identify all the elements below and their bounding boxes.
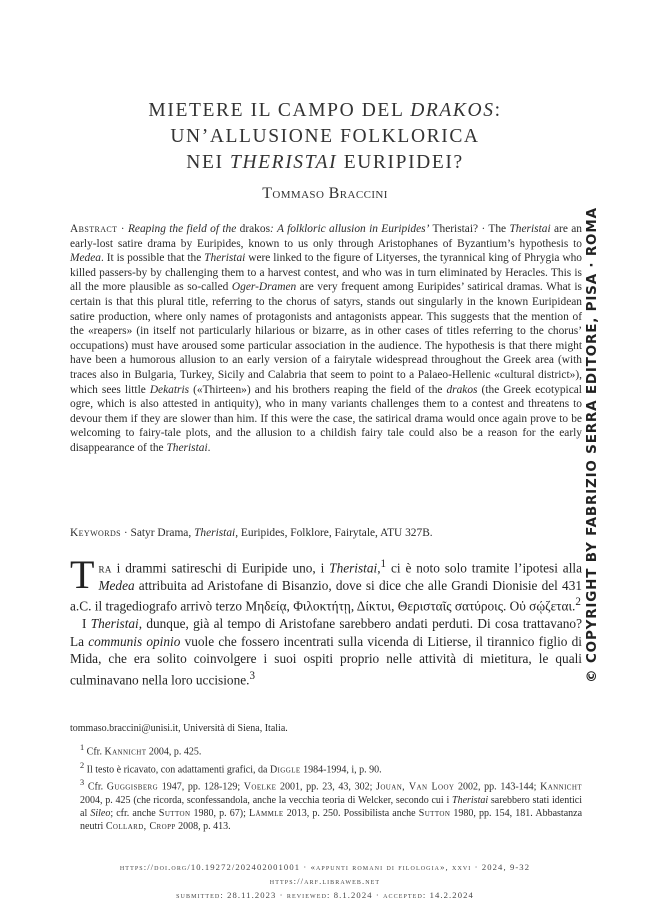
page-footer [0,860,650,902]
author-affiliation: tommaso.braccini@unisi.it, Università di Siena, Italia. [70,723,288,734]
footnote-ref-3[interactable]: 3 [249,669,255,682]
author-name: Tommaso Braccini [262,185,388,202]
journal-url[interactable]: https://arf.libraweb.net [269,876,381,886]
footnote-1: $^1$ Cfr. Kannicht 2004, p. 425. [80,743,202,758]
title-line-2: UN’ALLUSIONE FOLKLORICA [170,126,480,147]
paragraph-2: I Theristai, dunque, già al tempo di Aristofane sarebbero andati perduti. Di cosa trattavano? La communis opinio vuole che fossero incentrati sulla vicenda di Litierse, il tirannico figlio di Mida, che era solito coinvolgere i suoi ospiti proprio nelle attività di mietitura, le quali culminavano nella loro uccisione.$^3$ [70,616,582,688]
submission-dates: submitted: 28.11.2023 · reviewed: 8.1.2024 · accepted: 14.2.2024 [176,890,474,900]
copyright-notice [565,205,619,685]
paragraph-1: Tra i drammi satireschi di Euripide uno, i Theristai,$^1$ ci è noto solo tramite l’ipotesi alla Medea attribuita ad Aristofane di Bisanzio, dove si dice che alle Grandi Dionisie del 431 a.C. il tragediografo arrivò terzo Μηδείᾳ, Φιλοκτήτῃ, Δίκτυι, Θερισταῖς σατύροις. Οὐ σῴζεται.$^2$ [70,552,582,614]
drop-cap: T [70,552,95,597]
abstract: Abstract · Reaping the field of the drakos: A folkloric allusion in Euripides’ Theristai? · The Theristai are an early-lost satire drama by Euripides, known to us only through Aristophanes of Byzantium’s hypothesis to Medea. It is possible that the Theristai were linked to the figure of Lityerses, the tyrannical king of Phrygia who killed passers-by by challenging them to a harvest contest, and who was in turn eliminated by Heracles. This is all the more plausible as so-called Oger-Dramen are very frequent among Euripides’ satirical dramas. What is certain is that this plural title, referring to the chorus of satyrs, stands out singularly in the known Euripidean satire production, where only names of protagonists and antagonists appear. This suggests that the mention of the «reapers» (in itself not particularly hilarious or bizarre, as in other cases of titles referring to the chorus’ occupations) must have aroused some particular association in the audience. The hypothesis is that there might have been a humorous allusion to an early version of a fairytale widespread throughout the Greek area (with traces also in Bulgaria, Turkey, Sicily and Calabria that seem to point to a Palaeo-Hellenic «cultural district»), which sees little Dekatris («Thirteen») and his brothers reaping the field of the drakos (the Greek ecotypical ogre, which is also attested in antiquity), who in many variants challenges them to a contest and threatens to devour them if they are slower than him. If this were the case, the satirical drama would once again prove to be welcoming to fairy-tale plots, and the allusion to a childish fairy tale could also be a reason for the early disappearance of the Theristai. [70,223,582,454]
doi-link[interactable]: https://doi.org/10.19272/202402001001 · «appunti romani di filologia», xxvi · 2024, 9-32 [119,862,531,872]
footnotes [70,722,582,833]
keywords-label: Keywords [70,527,121,539]
abstract-label: Abstract [70,223,118,235]
keywords: Keywords · Satyr Drama, Theristai, Euripides, Folklore, Fairytale, ATU 327B. [70,527,433,539]
copyright-text: © COPYRIGHT BY FABRIZIO SERRA EDITORE, PISA · ROMA [584,207,601,683]
title-line-1: MIETERE IL CAMPO DEL DRAKOS: [148,100,502,121]
footnote-3: $^3$ Cfr. Guggisberg 1947, pp. 128-129; Voelke 2001, pp. 23, 43, 302; Jouan, Van Looy 2002, pp. 143-144; Kannicht 2004, p. 425 (che ricorda, sconfessandola, anche la vecchia teoria di Welcker, secondo cui i Theristai sarebbero stati identici al Sileo; cfr. anche Sutton 1980, p. 67); Lämmle 2013, p. 250. Possibilista anche Sutton 1980, pp. 154, 181. Abbastanza neutri Collard, Cropp 2008, p. 413. [80,778,583,833]
article-title [0,98,650,176]
title-line-3: NEI THERISTAI EURIPIDEI? [186,152,464,173]
footnote-ref-2[interactable]: 2 [575,596,581,609]
footnote-ref-1[interactable]: 1 [380,558,387,570]
footnote-2: $^2$ Il testo è ricavato, con adattamenti grafici, da Diggle 1984-1994, i, p. 90. [80,760,382,776]
body-text [70,552,582,689]
